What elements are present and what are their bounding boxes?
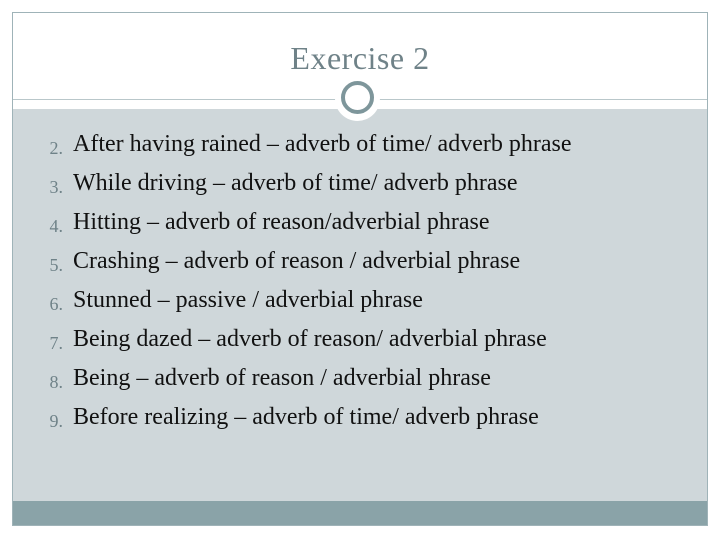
slide-title: Exercise 2 — [290, 40, 430, 76]
item-text: Hitting – adverb of reason/adverbial phrase — [73, 209, 490, 235]
list-item — [13, 207, 709, 238]
list-item — [13, 402, 709, 433]
list-item — [13, 363, 709, 394]
list-item — [13, 129, 709, 160]
item-number: 8. — [49, 372, 63, 392]
list-item — [13, 168, 709, 199]
footer-bar — [13, 501, 707, 525]
item-text: After having rained – adverb of time/ adverb phrase — [73, 131, 572, 157]
list-item — [13, 285, 709, 316]
item-text: Being dazed – adverb of reason/ adverbial phrase — [73, 326, 547, 352]
slide — [12, 12, 708, 526]
item-text: Being – adverb of reason / adverbial phrase — [73, 365, 491, 391]
list-item — [13, 324, 709, 355]
item-text: Before realizing – adverb of time/ adverb phrase — [73, 404, 539, 430]
item-number: 3. — [49, 177, 63, 197]
item-number: 5. — [49, 255, 63, 275]
exercise-list — [13, 129, 709, 441]
item-number: 4. — [49, 216, 63, 236]
item-number: 6. — [49, 294, 63, 314]
item-number: 2. — [49, 138, 63, 158]
item-text: Stunned – passive / adverbial phrase — [73, 287, 423, 313]
item-number: 9. — [49, 411, 63, 431]
list-item — [13, 246, 709, 277]
circle-ornament-icon — [341, 81, 374, 114]
item-number: 7. — [49, 333, 63, 353]
item-text: While driving – adverb of time/ adverb phrase — [73, 170, 518, 196]
item-text: Crashing – adverb of reason / adverbial phrase — [73, 248, 521, 274]
